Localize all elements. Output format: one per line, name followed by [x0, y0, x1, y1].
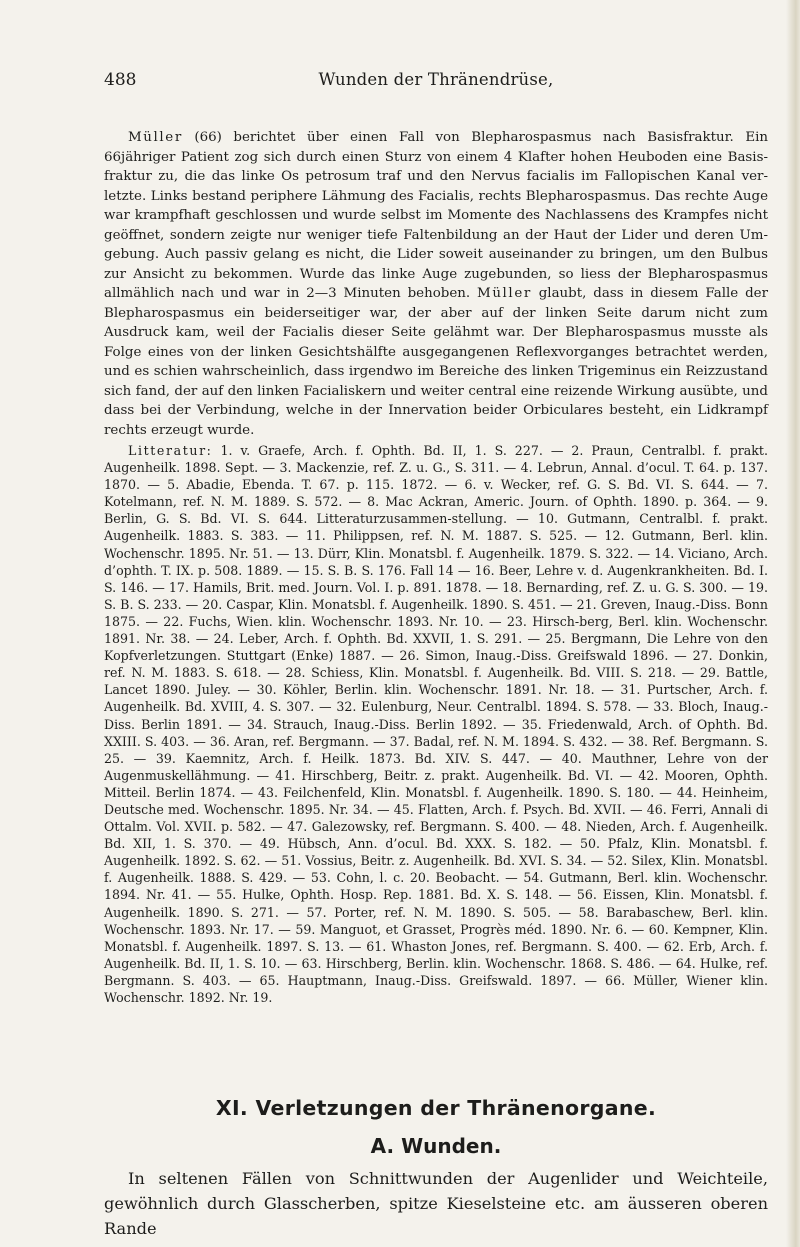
subsection-heading: A. Wunden. — [370, 1134, 502, 1159]
literature-entries: 1. v. Graefe, Arch. f. Ophth. Bd. II, 1. S. 227. — 2. Praun, Centralbl. f. prakt. Augenheilk. 1898. Sept. — 3. Mackenzie, ref. Z. u. G., S. 311. — 4. Lebrun, Annal. d’ocul. T. 64. p. 137. 1870. — 5. Abadie, Ebenda. T. 67. p. 115. 1872. — 6. v. Wecker, ref. G. S. Bd. VI. S. 644. — 7. Kotelmann, ref. N. M. 1889. S. 572. — 8. Mac Ackran, Americ. Journ. of Ophth. 1890. p. 364. — 9. Berlin, G. S. Bd. VI. S. 644. Litteraturzusammen-stellung. — 10. Gutmann, Centralbl. f. prakt. Augenheilk. 1883. S. 383. — 11. Philippsen, ref. N. M. 1887. S. 525. — 12. Gutmann, Berl. klin. Wochenschr. 1895. Nr. 51. — 13. Dürr, Klin. Monatsbl. f. Augenheilk. 1879. S. 322. — 14. Viciano, Arch. d’ophth. T. IX. p. 508. 1889. — 15. S. B. S. 176. Fall 14 — 16. Beer, Lehre v. d. Augenkrankheiten. Bd. I. S. 146. — 17. Hamils, Brit. med. Journ. Vol. I. p. 891. 1878. — 18. Bernarding, ref. Z. u. G. S. 300. — 19. S. B. S. 233. — 20. Caspar, Klin. Monatsbl. f. Augenheilk. 1890. S. 451. — 21. Greven, Inaug.-Diss. Bonn 1875. — 22. Fuchs, Wien. klin. Wochenschr. 1893. Nr. 10. — 23. Hirsch-berg, Berl. klin. Wochenschr. 1891. Nr. 38. — 24. Leber, Arch. f. Ophth. Bd. XXVII, 1. S. 291. — 25. Bergmann, Die Lehre von den Kopfverletzungen. Stuttgart (Enke) 1887. — 26. Simon, Inaug.-Diss. Greifswald 1896. — 27. Donkin, ref. N. M. 1883. S. 618. — 28. Schiess, Klin. Monatsbl. f. Augenheilk. Bd. VIII. S. 218. — 29. Battle, Lancet 1890. Juley. — 30. Köhler, Berlin. klin. Wochenschr. 1891. Nr. 18. — 31. Purtscher, Arch. f. Augenheilk. Bd. XVIII, 4. S. 307. — 32. Eulenburg, Neur. Centralbl. 1894. S. 578. — 33. Bloch, Inaug.-Diss. Berlin 1891. — 34. Strauch, Inaug.-Diss. Berlin 1892. — 35. Friedenwald, Arch. of Ophth. Bd. XXIII. S. 403. — 36. Aran, ref. Bergmann. — 37. Badal, ref. N. M. 1894. S. 432. — 38. Ref. Bergmann. S. 25. — 39. Kaemnitz, Arch. f. Heilk. 1873. Bd. XIV. S. 447. — 40. Mauthner, Lehre von der Augenmuskellähmung. — 41. Hirschberg, Beitr. z. prakt. Augenheilk. Bd. VI. — 42. Mooren, Ophth. Mitteil. Berlin 1874. — 43. Feilchenfeld, Klin. Monatsbl. f. Augenheilk. 1890. S. 180. — 44. Heinheim, Deutsche med. Wochenschr. 1895. Nr. 34. — 45. Flatten, Arch. f. Psych. Bd. XVII. — 46. Ferri, Annali di Ottalm. Vol. XVII. p. 582. — 47. Galezowsky, ref. Bergmann. S. 400. — 48. Nieden, Arch. f. Augenheilk. Bd. XII, 1. S. 370. — 49. Hübsch, Ann. d’ocul. Bd. XXX. S. 182. — 50. Pfalz, Klin. Monatsbl. f. Augenheilk. 1892. S. 62. — 51. Vossius, Beitr. z. Augenheilk. Bd. XVI. S. 34. — 52. Silex, Klin. Monatsbl. f. Augenheilk. 1888. S. 429. — 53. Cohn, l. c. 20. Beobacht. — 54. Gutmann, Berl. klin. Wochenschr. 1894. Nr. 41. — 55. Hulke, Ophth. Hosp. Rep. 1881. Bd. X. S. 148. — 56. Eissen, Klin. Monatsbl. f. Augenheilk. 1890. S. 271. — 57. Porter, ref. N. M. 1890. S. 505. — 58. Barabaschew, Berl. klin. Wochenschr. 1893. Nr. 17. — 59. Manguot, et Grasset, Progrès méd. 1890. Nr. 6. — 60. Kempner, Klin. Monatsbl. f. Augenheilk. 1897. S. 13. — 61. Whaston Jones, ref. Bergmann. S. 400. — 62. Erb, Arch. f. Augenheilk. Bd. II, 1. S. 10. — 63. Hirschberg, Berlin. klin. Wochenschr. 1868. S. 486. — 64. Hulke, ref. Bergmann. S. 403. — 65. Hauptmann, Inaug.-Diss. Greifswald. 1897. — 66. Müller, Wiener klin. Wochenschr. 1892. Nr. 19. — [104, 443, 768, 1005]
case-report-paragraph — [104, 128, 768, 440]
running-title: Wunden der Thränendrüse, — [318, 70, 554, 89]
page-header — [104, 70, 768, 100]
literature-list — [104, 442, 768, 1006]
literature-label: Litteratur: — [128, 443, 213, 458]
section-body-paragraph: In seltenen Fällen von Schnittwunden der Augenlider und Weichteile, gewöhnlich durch Glasscherben, spitze Kieselsteine etc. am äusseren oberen Rande — [104, 1169, 768, 1239]
paragraph-text-2: glaubt, dass in diesem Falle der Blepharospasmus ein beiderseitiger war, der aber auf der linken Seite darum nicht zum Ausdruck kam, weil der Facialis dieser Seite gelähmt war. Der Blepharospasmus musste als Folge eines von der linken Gesichtshälfte ausgegangenen Reflexvorganges betrachtet werden, und es schien wahrscheinlich, dass irgendwo im Bereiche des linken Trigeminus ein Reizzustand sich fand, der auf den linken Facialiskern und weiter central eine reizende Wirkung ausübte, und dass bei der Verbindung, welche in der Innervation beider Orbiculares besteht, ein Lidkrampf rechts erzeugt wurde. — [104, 286, 768, 438]
page-content — [104, 128, 768, 1241]
page-number: 488 — [104, 70, 137, 90]
page-edge-shadow — [786, 0, 800, 1247]
author-name-2: Müller — [477, 286, 532, 301]
author-name: Müller — [128, 130, 183, 145]
section-heading: XI. Verletzungen der Thränenorgane. — [215, 1096, 657, 1121]
paragraph-text: (66) berichtet über einen Fall von Blepharospasmus nach Basisfraktur. Ein 66jähriger Patient zog sich durch einen Sturz von einem 4 Klafter hohen Heuboden eine Basis-fraktur zu, die das linke Os petrosum traf und den Nervus facialis im Fallopischen Kanal ver-letzte. Links bestand periphere Lähmung des Facialis, rechts Blepharospasmus. Das rechte Auge war krampfhaft geschlossen und wurde selbst im Momente des Nachlassens des Krampfes nicht geöffnet, sondern zeigte nur weniger tiefe Faltenbildung an der Haut der Lider und deren Um-gebung. Auch passiv gelang es nicht, die Lider soweit auseinander zu bringen, um den Bulbus zur Ansicht zu bekommen. Wurde das linke Auge zugebunden, so liess der Blepharospasmus allmählich nach und war in 2—3 Minuten behoben. — [104, 130, 768, 301]
